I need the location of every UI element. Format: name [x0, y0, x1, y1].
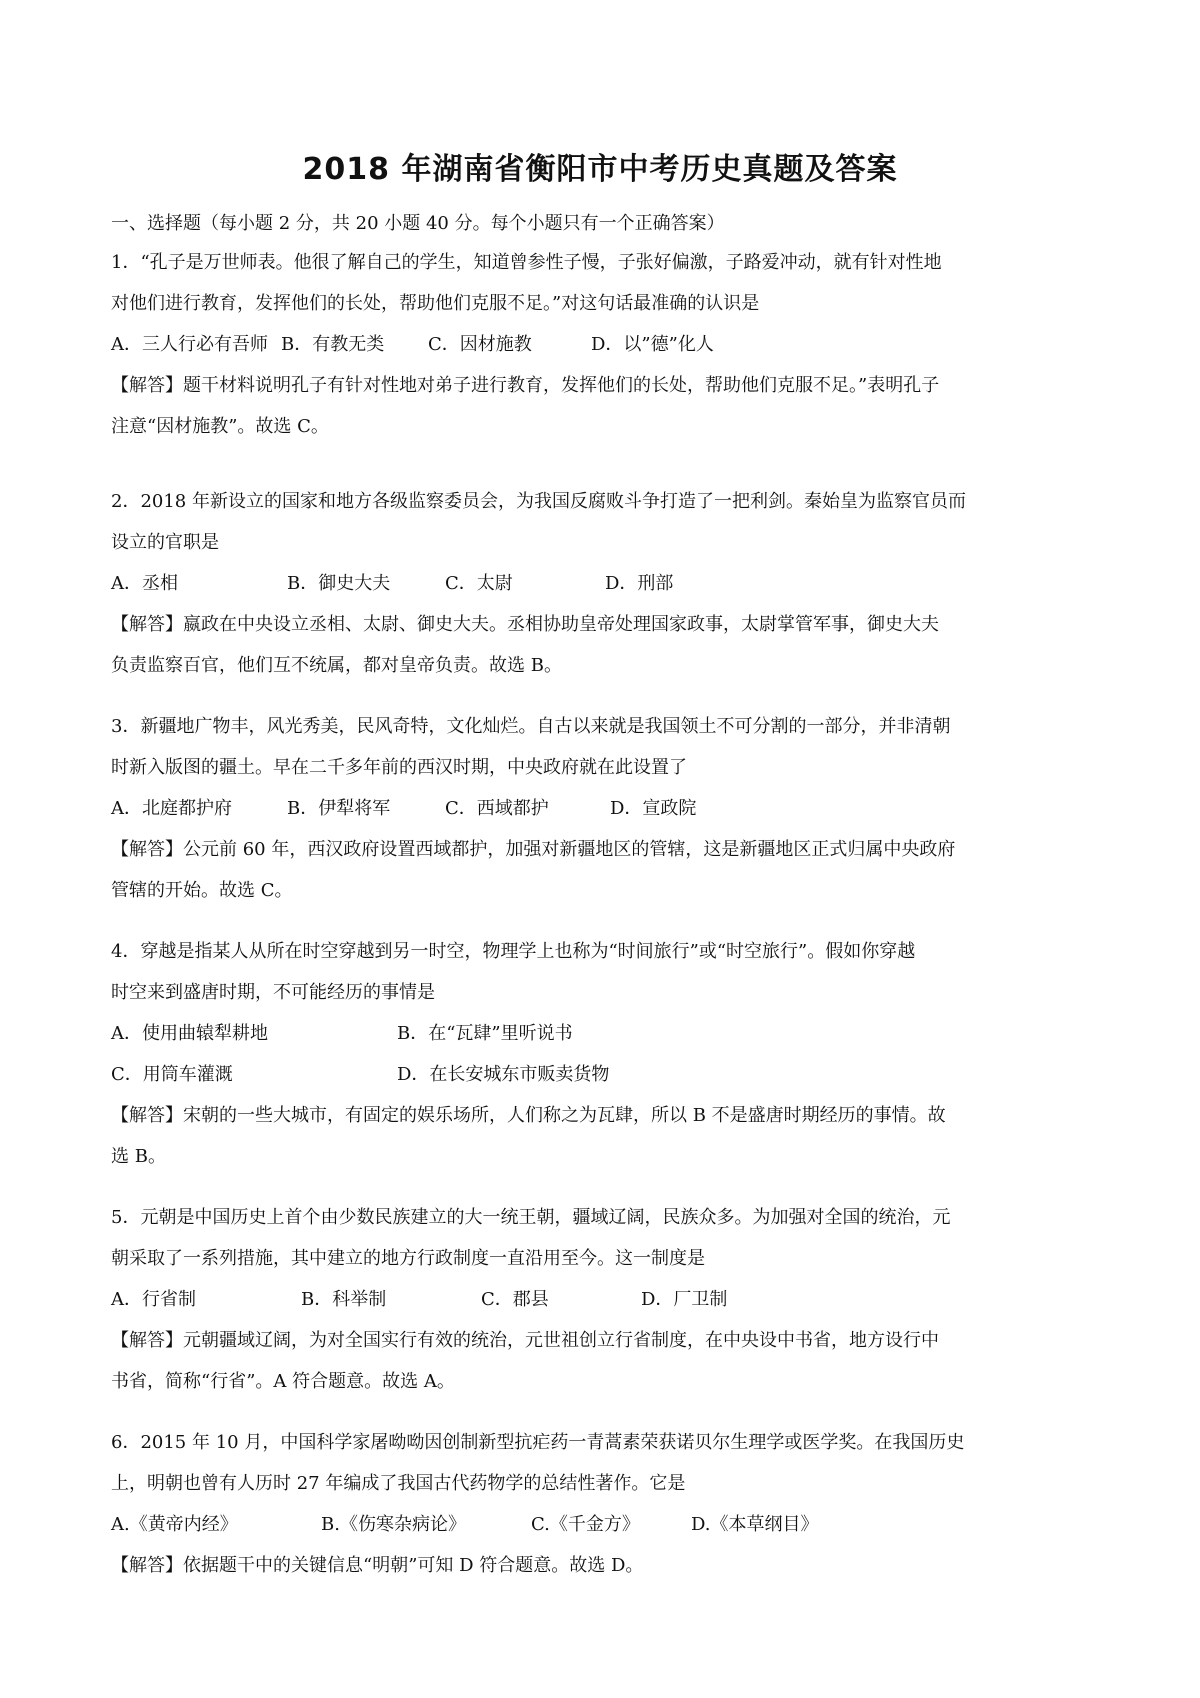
option-d: D．在长安城东市贩卖货物 [397, 1064, 610, 1085]
option-a: A．行省制 [111, 1289, 196, 1310]
answer-line: 【解答】宋朝的一些大城市，有固定的娱乐场所，人们称之为瓦肆，所以 B 不是盛唐时期经历的事情。故 [111, 1105, 946, 1126]
option-row [111, 788, 1101, 829]
question-6 [111, 1422, 1101, 1586]
question-stem-line: 5．元朝是中国历史上首个由少数民族建立的大一统王朝，疆域辽阔，民族众多。为加强对全国的统治，元 [111, 1207, 951, 1228]
question-stem-line: 设立的官职是 [111, 532, 219, 553]
option-row [111, 1013, 1101, 1054]
option-d: D．以”德”化人 [591, 334, 714, 355]
answer-line: 书省，简称“行省”。A 符合题意。故选 A。 [111, 1371, 455, 1392]
question-stem-line: 6．2015 年 10 月，中国科学家屠呦呦因创制新型抗疟药一青蒿素荣获诺贝尔生理学或医学奖。在我国历史 [111, 1432, 965, 1453]
question-stem-line: 朝采取了一系列措施，其中建立的地方行政制度一直沿用至今。这一制度是 [111, 1248, 705, 1269]
option-row [111, 1279, 1101, 1320]
question-5 [111, 1197, 1101, 1402]
answer-line: 【解答】嬴政在中央设立丞相、太尉、御史大夫。丞相协助皇帝处理国家政事，太尉掌管军事，御史大夫 [111, 614, 939, 635]
answer-line: 负责监察百官，他们互不统属，都对皇帝负责。故选 B。 [111, 655, 562, 676]
question-stem-line: 时空来到盛唐时期，不可能经历的事情是 [111, 982, 435, 1003]
option-c: C．郡县 [481, 1289, 549, 1310]
question-1 [111, 242, 1101, 447]
answer-line: 【解答】依据题干中的关键信息“明朝”可知 D 符合题意。故选 D。 [111, 1555, 644, 1576]
option-a: A．使用曲辕犁耕地 [111, 1023, 268, 1044]
answer-line: 选 B。 [111, 1146, 166, 1167]
question-stem-line: 2．2018 年新设立的国家和地方各级监察委员会，为我国反腐败斗争打造了一把利剑。秦始皇为监察官员而 [111, 491, 966, 512]
option-a: A．三人行必有吾师 [111, 334, 268, 355]
option-d: D．宣政院 [610, 798, 697, 819]
option-a: A.《黄帝内经》 [111, 1514, 238, 1535]
option-c: C.《千金方》 [531, 1514, 640, 1535]
option-d: D．厂卫制 [641, 1289, 728, 1310]
question-3 [111, 706, 1101, 911]
document-body [111, 206, 1101, 1586]
answer-line: 【解答】公元前 60 年，西汉政府设置西域都护，加强对新疆地区的管辖，这是新疆地区正式归属中央政府 [111, 839, 956, 860]
option-c: C．因材施教 [428, 334, 532, 355]
option-b: B．伊犁将军 [287, 798, 391, 819]
option-row [111, 1504, 1101, 1545]
option-row [111, 324, 1101, 365]
section-heading: 一、选择题（每小题 2 分，共 20 小题 40 分。每个小题只有一个正确答案） [111, 213, 725, 234]
question-4 [111, 931, 1101, 1177]
answer-line: 管辖的开始。故选 C。 [111, 880, 293, 901]
answer-line: 注意“因材施教”。故选 C。 [111, 416, 329, 437]
option-b: B．科举制 [301, 1289, 387, 1310]
question-stem-line: 3．新疆地广物丰，风光秀美，民风奇特，文化灿烂。自古以来就是我国领土不可分割的一部分，并非清朝 [111, 716, 951, 737]
option-c: C．用筒车灌溉 [111, 1064, 233, 1085]
question-stem-line: 4．穿越是指某人从所在时空穿越到另一时空，物理学上也称为“时间旅行”或“时空旅行”。假如你穿越 [111, 941, 916, 962]
question-stem-line: 时新入版图的疆土。早在二千多年前的西汉时期，中央政府就在此设置了 [111, 757, 687, 778]
option-b: B．在“瓦肆”里听说书 [397, 1023, 573, 1044]
answer-line: 【解答】题干材料说明孔子有针对性地对弟子进行教育，发挥他们的长处，帮助他们克服不足。”表明孔子 [111, 375, 940, 396]
question-stem-line: 1．“孔子是万世师表。他很了解自己的学生，知道曾参性子慢，子张好偏激，子路爱冲动，就有针对性地 [111, 252, 942, 273]
page-title: 2018 年湖南省衡阳市中考历史真题及答案 [302, 152, 898, 187]
answer-line: 【解答】元朝疆域辽阔，为对全国实行有效的统治，元世祖创立行省制度，在中央设中书省，地方设行中 [111, 1330, 939, 1351]
question-stem-line: 对他们进行教育，发挥他们的长处，帮助他们克服不足。”对这句话最准确的认识是 [111, 293, 760, 314]
option-c: C．西域都护 [445, 798, 549, 819]
option-row [111, 563, 1101, 604]
option-d: D．刑部 [605, 573, 674, 594]
option-a: A．丞相 [111, 573, 178, 594]
question-2 [111, 481, 1101, 686]
question-stem-line: 上，明朝也曾有人历时 27 年编成了我国古代药物学的总结性著作。它是 [111, 1473, 686, 1494]
option-row [111, 1054, 1101, 1095]
option-a: A．北庭都护府 [111, 798, 232, 819]
option-d: D.《本草纲目》 [691, 1514, 819, 1535]
option-c: C．太尉 [445, 573, 513, 594]
option-b: B．御史大夫 [287, 573, 391, 594]
option-b: B．有教无类 [281, 334, 385, 355]
option-b: B.《伤寒杂病论》 [321, 1514, 466, 1535]
